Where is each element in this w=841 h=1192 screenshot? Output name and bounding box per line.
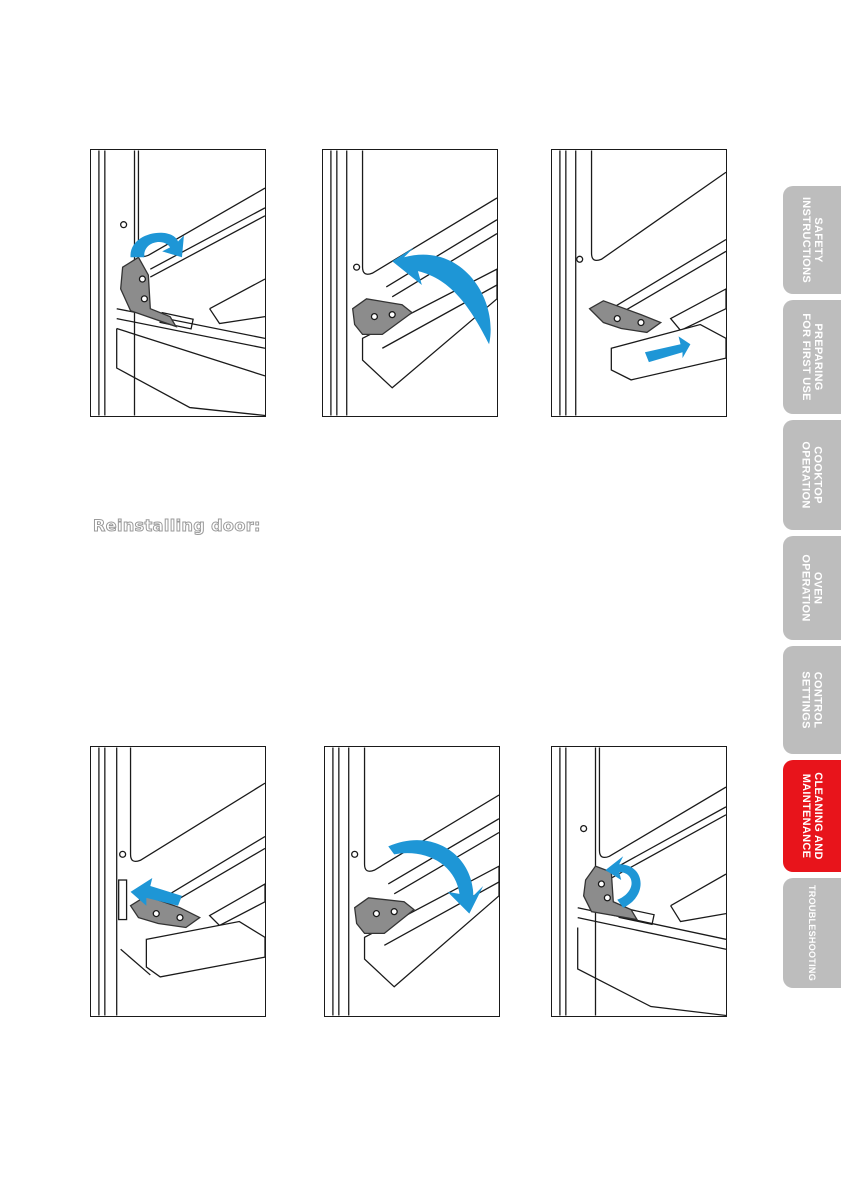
tab-cleaning-and-maintenance[interactable] bbox=[783, 760, 841, 872]
figure-reinstall-step-3 bbox=[551, 746, 727, 1017]
figure-remove-step-1 bbox=[90, 149, 266, 417]
figure-remove-step-3 bbox=[551, 149, 727, 417]
tab-label: TROUBLESHOOTING bbox=[807, 885, 817, 981]
tab-control-settings[interactable] bbox=[783, 646, 841, 754]
figure-reinstall-step-2 bbox=[324, 746, 500, 1017]
hinge bbox=[590, 301, 661, 333]
tab-troubleshooting[interactable] bbox=[783, 878, 841, 988]
tab-label: SAFETY INSTRUCTIONS bbox=[800, 196, 825, 284]
figure-reinstall-step-1 bbox=[90, 746, 266, 1017]
tab-oven-operation[interactable] bbox=[783, 536, 841, 640]
tab-safety-instructions[interactable] bbox=[783, 186, 841, 294]
tab-label: CONTROL SETTINGS bbox=[800, 671, 824, 729]
tab-label: PREPARING FOR FIRST USE bbox=[800, 313, 824, 401]
section-heading: Reinstalling door: bbox=[93, 516, 261, 535]
figure-remove-step-2 bbox=[322, 149, 498, 417]
tab-preparing-for-first-use[interactable] bbox=[783, 300, 841, 414]
tab-label: COOKTOP OPERATION bbox=[800, 441, 824, 509]
tab-label: OVEN OPERATION bbox=[800, 554, 824, 622]
tab-cooktop-operation[interactable] bbox=[783, 420, 841, 530]
tab-label: CLEANING AND MAINTENANCE bbox=[800, 772, 824, 860]
